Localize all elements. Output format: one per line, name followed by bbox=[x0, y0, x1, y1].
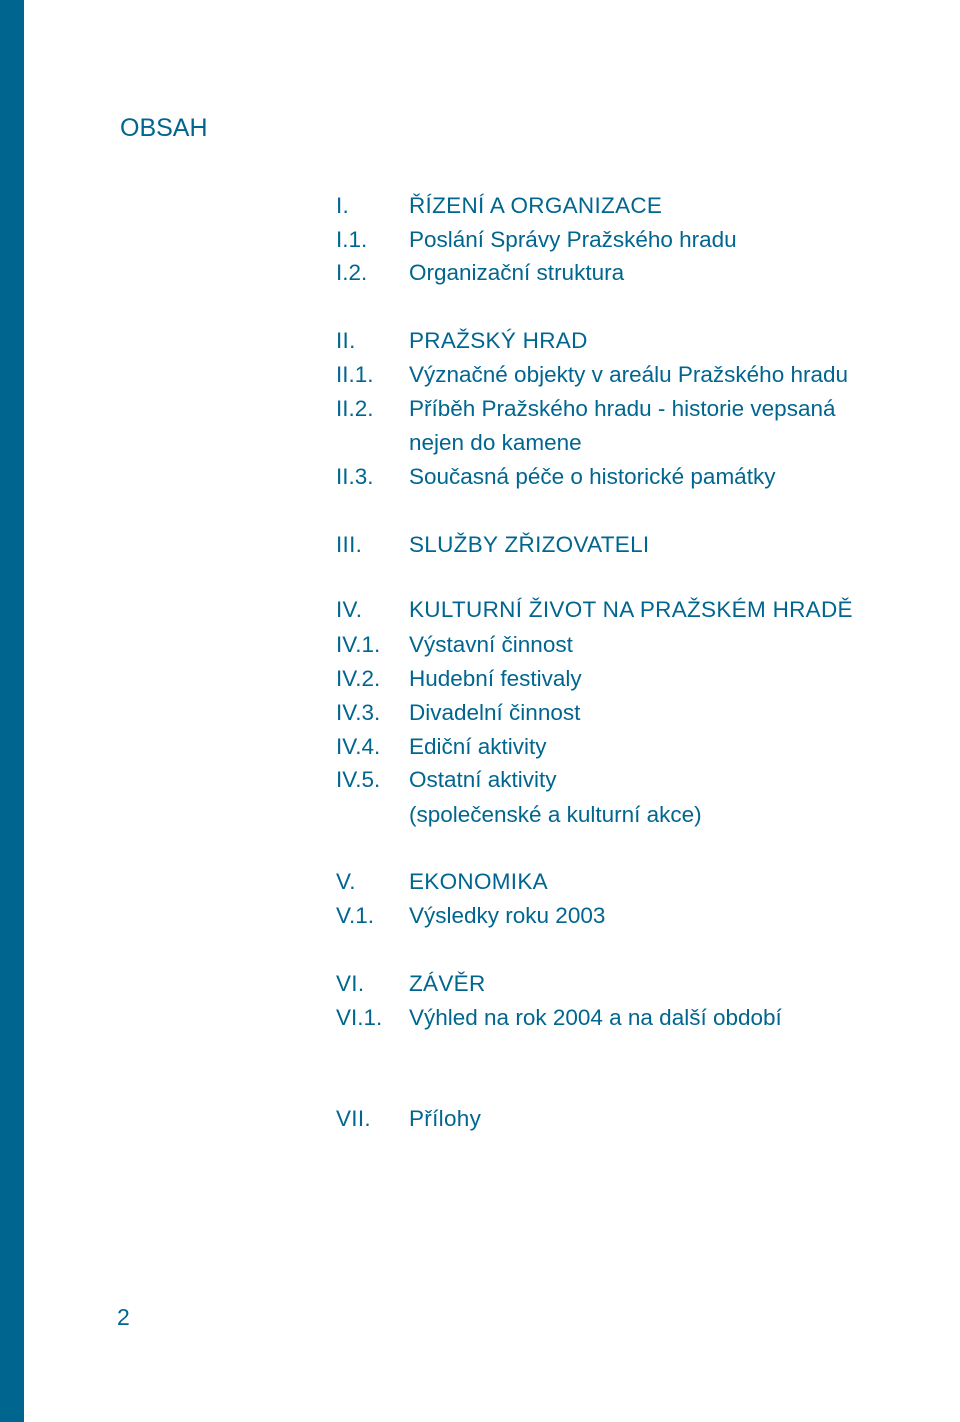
toc-entry-number: I. bbox=[336, 193, 350, 218]
toc-entry-number: IV. bbox=[336, 597, 363, 622]
toc-entry[interactable] bbox=[0, 362, 960, 396]
toc-entry-number: II. bbox=[336, 328, 356, 353]
toc-entry-number: VI. bbox=[336, 971, 365, 996]
toc-entry-number: II.3. bbox=[336, 464, 374, 489]
toc-entry-number: I.2. bbox=[336, 260, 368, 285]
toc-entry[interactable] bbox=[0, 597, 960, 631]
toc-entry-text: Současná péče o historické památky bbox=[409, 464, 776, 489]
toc-entry-number: IV.2. bbox=[336, 666, 381, 691]
toc-entry[interactable] bbox=[0, 396, 960, 430]
toc-entry[interactable] bbox=[0, 632, 960, 666]
toc-entry[interactable] bbox=[0, 869, 960, 903]
toc-entry-number: V.1. bbox=[336, 903, 374, 928]
toc-entry-text: Hudební festivaly bbox=[409, 666, 582, 691]
toc-entry[interactable] bbox=[0, 767, 960, 801]
toc-entry[interactable] bbox=[0, 903, 960, 937]
toc-entry-number: VII. bbox=[336, 1106, 371, 1131]
toc-entry-text: EKONOMIKA bbox=[409, 869, 548, 894]
toc-entry-text: Ostatní aktivity bbox=[409, 767, 557, 792]
toc-entry[interactable] bbox=[0, 227, 960, 261]
toc-entry[interactable] bbox=[0, 464, 960, 498]
toc-entry-text: Divadelní činnost bbox=[409, 700, 581, 725]
toc-entry[interactable] bbox=[0, 700, 960, 734]
toc-entry-continuation[interactable] bbox=[0, 430, 960, 464]
toc-entry-text: Výsledky roku 2003 bbox=[409, 903, 606, 928]
toc-entry-text: ŘÍZENÍ A ORGANIZACE bbox=[409, 193, 663, 218]
toc-entry-text: Příběh Pražského hradu - historie vepsaná bbox=[409, 396, 836, 421]
toc-entry-number: IV.4. bbox=[336, 734, 381, 759]
page-title: OBSAH bbox=[120, 114, 208, 142]
toc-entry-text: Organizační struktura bbox=[409, 260, 625, 285]
toc-entry-text: KULTURNÍ ŽIVOT NA PRAŽSKÉM HRADĚ bbox=[409, 597, 853, 622]
toc-entry-number: V. bbox=[336, 869, 356, 894]
toc-entry[interactable] bbox=[0, 328, 960, 362]
toc-entry-number: IV.5. bbox=[336, 767, 381, 792]
toc-entry-text: Ediční aktivity bbox=[409, 734, 547, 759]
toc-entry[interactable] bbox=[0, 971, 960, 1005]
toc-entry[interactable] bbox=[0, 1106, 960, 1140]
toc-entry-text: ZÁVĚR bbox=[409, 971, 486, 996]
toc-entry-number: II.1. bbox=[336, 362, 374, 387]
toc-entry[interactable] bbox=[0, 666, 960, 700]
toc-entry-text: (společenské a kulturní akce) bbox=[409, 802, 702, 827]
toc-entry[interactable] bbox=[0, 734, 960, 768]
toc-entry-text: Výhled na rok 2004 a na další období bbox=[409, 1005, 782, 1030]
toc-entry-text: SLUŽBY ZŘIZOVATELI bbox=[409, 532, 650, 557]
toc-entry-text: Poslání Správy Pražského hradu bbox=[409, 227, 737, 252]
page-number: 2 bbox=[117, 1304, 130, 1330]
toc-entry[interactable] bbox=[0, 260, 960, 294]
toc-entry[interactable] bbox=[0, 532, 960, 566]
toc-entry[interactable] bbox=[0, 193, 960, 227]
toc-entry-text: nejen do kamene bbox=[409, 430, 582, 455]
toc-entry-number: IV.1. bbox=[336, 632, 381, 657]
toc-entry-number: I.1. bbox=[336, 227, 368, 252]
toc-entry-number: IV.3. bbox=[336, 700, 381, 725]
toc-entry-text: PRAŽSKÝ HRAD bbox=[409, 328, 588, 353]
toc-entry-text: Význačné objekty v areálu Pražského hradu bbox=[409, 362, 849, 387]
toc-entry[interactable] bbox=[0, 1005, 960, 1039]
toc-entry-text: Přílohy bbox=[409, 1106, 482, 1131]
toc-entry-text: Výstavní činnost bbox=[409, 632, 573, 657]
toc-entry-number: III. bbox=[336, 532, 363, 557]
toc-entry-number: VI.1. bbox=[336, 1005, 383, 1030]
toc-entry-number: II.2. bbox=[336, 396, 374, 421]
toc-entry-continuation[interactable] bbox=[0, 802, 960, 836]
